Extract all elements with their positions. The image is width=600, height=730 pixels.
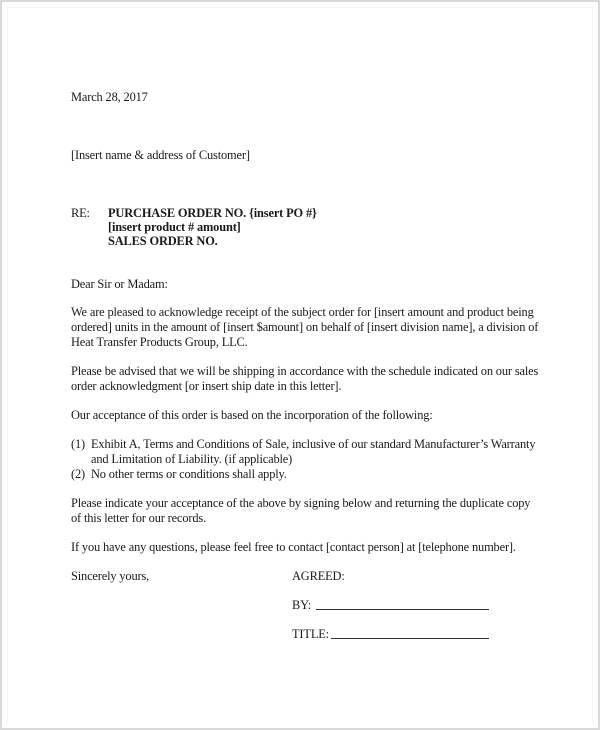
paragraph-questions: If you have any questions, please feel free to contact [contact person] at [telephone number]. xyxy=(71,540,516,554)
list-item-number: (2) xyxy=(71,467,85,481)
title-label: TITLE: xyxy=(292,627,329,641)
paragraph-line: Heat Transfer Products Group, LLC. xyxy=(71,335,248,349)
title-signature-line[interactable] xyxy=(331,638,489,639)
paragraph-line: order acknowledgment [or insert ship date in this letter]. xyxy=(71,379,342,393)
by-signature-line[interactable] xyxy=(316,609,489,610)
paragraph-line: We are pleased to acknowledge receipt of the subject order for [insert amount and product being xyxy=(71,305,534,319)
closing: Sincerely yours, xyxy=(71,569,150,583)
re-purchase-order: PURCHASE ORDER NO. {insert PO #} xyxy=(108,206,317,220)
paragraph-acceptance: Our acceptance of this order is based on the incorporation of the following: xyxy=(71,408,433,422)
paragraph-line: ordered] units in the amount of [insert $amount] on behalf of [insert division name], a division of xyxy=(71,320,539,334)
list-item-line: Exhibit A, Terms and Conditions of Sale, inclusive of our standard Manufacturer’s Warranty xyxy=(91,437,536,451)
list-item-line: and Limitation of Liability. (if applicable) xyxy=(91,452,293,466)
paragraph-line: Please be advised that we will be shipping in accordance with the schedule indicated on our sales xyxy=(71,364,539,378)
salutation: Dear Sir or Madam: xyxy=(71,277,168,291)
paragraph-line: Please indicate your acceptance of the above by signing below and returning the duplicate copy xyxy=(71,496,531,510)
list-item-line: No other terms or conditions shall apply. xyxy=(91,467,287,481)
agreed-heading: AGREED: xyxy=(292,569,345,583)
list-item-number: (1) xyxy=(71,437,85,451)
re-sales-order: SALES ORDER NO. xyxy=(108,234,218,248)
by-label: BY: xyxy=(292,598,312,612)
recipient-address: [Insert name & address of Customer] xyxy=(71,148,250,162)
re-product-amount: [insert product # amount] xyxy=(108,220,241,234)
letter-date: March 28, 2017 xyxy=(71,90,148,104)
re-label: RE: xyxy=(71,206,90,220)
paragraph-line: of this letter for our records. xyxy=(71,511,207,525)
